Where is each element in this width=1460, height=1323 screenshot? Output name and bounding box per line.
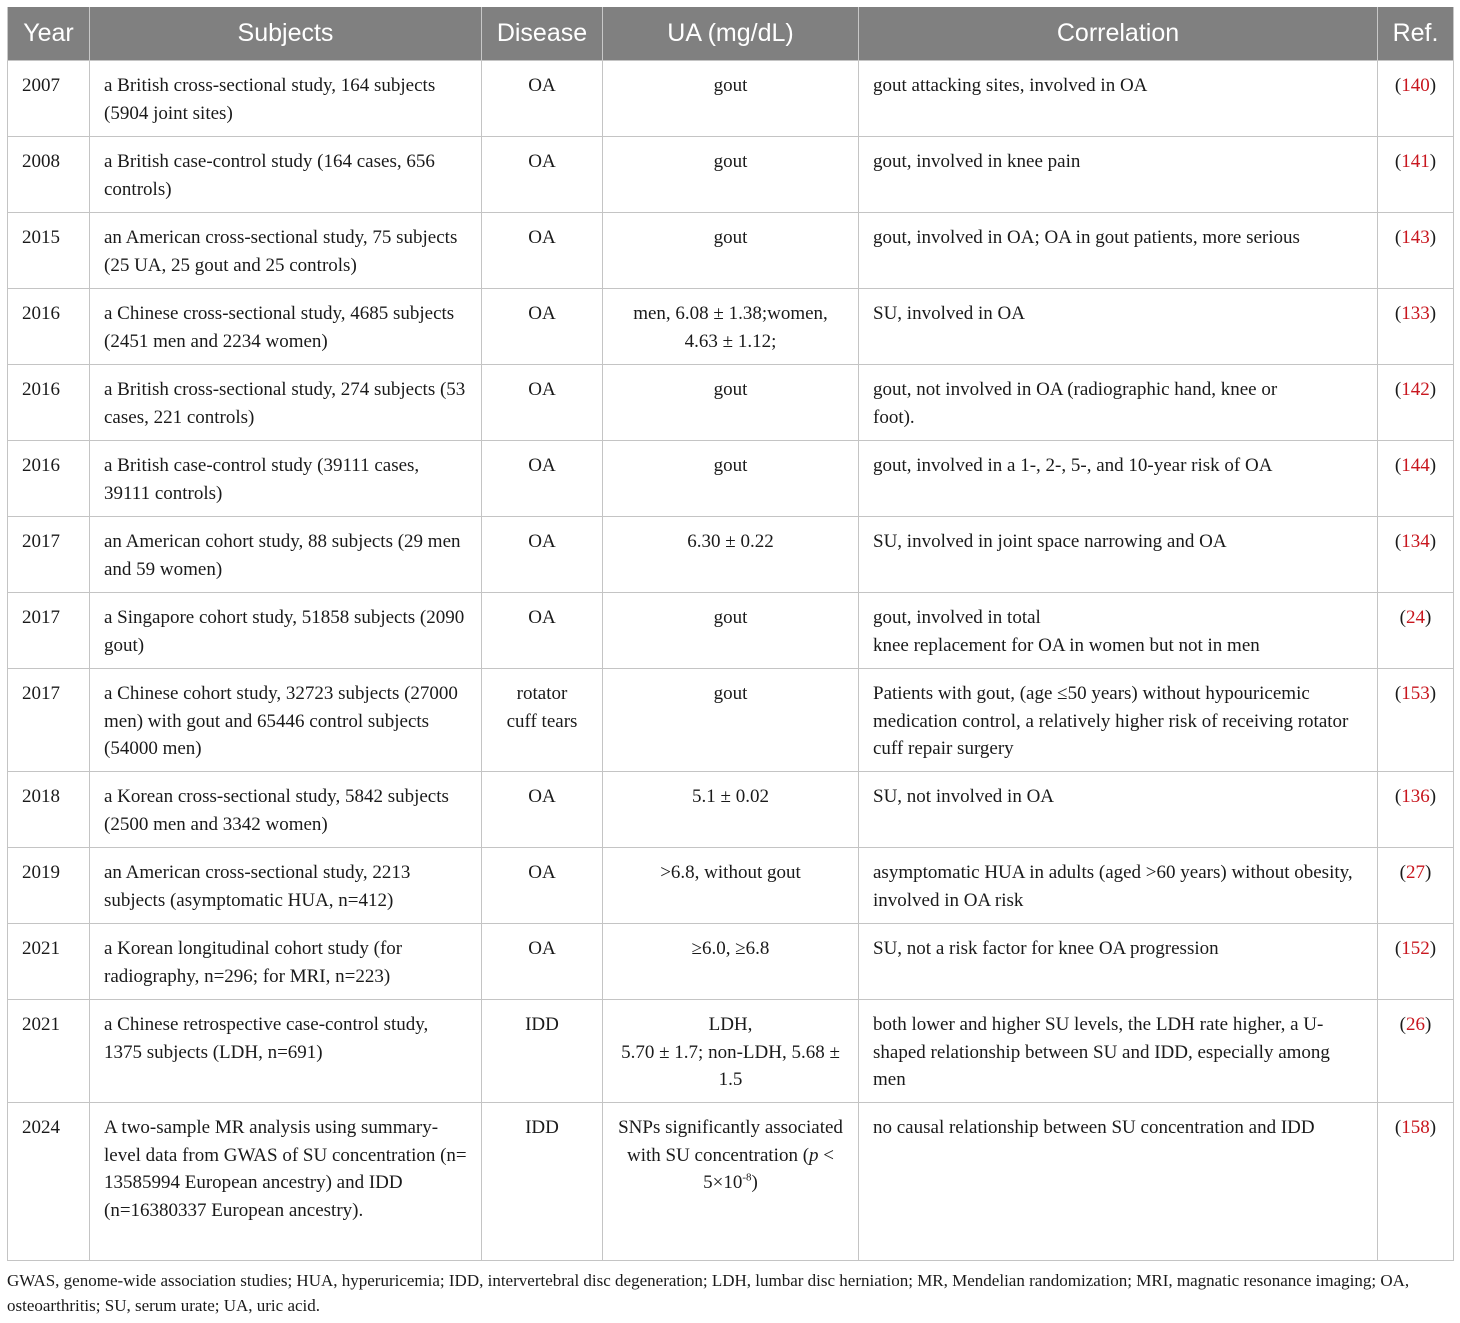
cell-ref[interactable]: (26) [1378, 1000, 1454, 1103]
cell-disease: OA [482, 517, 603, 593]
cell-correlation: gout, involved in OA; OA in gout patients, more serious [859, 213, 1378, 289]
ref-link[interactable]: 144 [1401, 455, 1430, 476]
cell-year: 2017 [8, 669, 90, 772]
cell-correlation: no causal relationship between SU concentration and IDD [859, 1103, 1378, 1261]
ref-link[interactable]: 140 [1401, 75, 1430, 96]
ref-link[interactable]: 153 [1401, 683, 1430, 704]
cell-year: 2021 [8, 924, 90, 1000]
table-row [8, 517, 1454, 593]
ref-link[interactable]: 142 [1401, 379, 1430, 400]
cell-disease: OA [482, 365, 603, 441]
cell-disease: OA [482, 61, 603, 137]
cell-subjects: A two-sample MR analysis using summary-level data from GWAS of SU concentration (n= 13585994 European ancestry) and IDD (n=16380337 European ancestry). [90, 1103, 482, 1261]
cell-correlation: SU, involved in joint space narrowing and OA [859, 517, 1378, 593]
cell-disease: OA [482, 289, 603, 365]
cell-ref[interactable]: (142) [1378, 365, 1454, 441]
cell-year: 2016 [8, 365, 90, 441]
cell-subjects: a British cross-sectional study, 164 subjects (5904 joint sites) [90, 61, 482, 137]
table-row [8, 772, 1454, 848]
header-year: Year [8, 7, 90, 61]
cell-year: 2018 [8, 772, 90, 848]
cell-subjects: a British case-control study (164 cases, 656 controls) [90, 137, 482, 213]
ref-link[interactable]: 136 [1401, 786, 1430, 807]
cell-subjects: a Chinese cross-sectional study, 4685 subjects (2451 men and 2234 women) [90, 289, 482, 365]
cell-ua: gout [603, 669, 859, 772]
cell-ua: gout [603, 213, 859, 289]
header-ua: UA (mg/dL) [603, 7, 859, 61]
cell-subjects: a Korean longitudinal cohort study (for radiography, n=296; for MRI, n=223) [90, 924, 482, 1000]
ref-link[interactable]: 133 [1401, 303, 1430, 324]
cell-correlation: gout attacking sites, involved in OA [859, 61, 1378, 137]
cell-ref[interactable]: (144) [1378, 441, 1454, 517]
header-ref: Ref. [1378, 7, 1454, 61]
table-row [8, 137, 1454, 213]
table-row [8, 924, 1454, 1000]
cell-disease: OA [482, 593, 603, 669]
cell-ua: men, 6.08 ± 1.38;women, 4.63 ± 1.12; [603, 289, 859, 365]
table-footnote: GWAS, genome-wide association studies; HUA, hyperuricemia; IDD, intervertebral disc degeneration; LDH, lumbar disc herniation; MR, Mendelian randomization; MRI, magnatic resonance imaging; OA, osteoarthritis; SU, serum urate; UA, uric acid. [7, 1271, 1410, 1315]
ref-link[interactable]: 134 [1401, 531, 1430, 552]
cell-correlation: both lower and higher SU levels, the LDH rate higher, a U-shaped relationship between SU and IDD, especially among men [859, 1000, 1378, 1103]
cell-year: 2007 [8, 61, 90, 137]
table-row [8, 593, 1454, 669]
header-disease: Disease [482, 7, 603, 61]
table-row [8, 365, 1454, 441]
cell-ua: >6.8, without gout [603, 848, 859, 924]
cell-ua: gout [603, 441, 859, 517]
cell-ua: LDH, 5.70 ± 1.7; non-LDH, 5.68 ± 1.5 [603, 1000, 859, 1103]
cell-ua: SNPs significantly associated with SU concentration $(p < 5\times 10^{-8})$ [603, 1103, 859, 1261]
cell-subjects: an American cross-sectional study, 75 subjects (25 UA, 25 gout and 25 controls) [90, 213, 482, 289]
table-row [8, 848, 1454, 924]
table-row [8, 213, 1454, 289]
cell-ua: 6.30 ± 0.22 [603, 517, 859, 593]
cell-subjects: a Korean cross-sectional study, 5842 subjects (2500 men and 3342 women) [90, 772, 482, 848]
cell-subjects: a Chinese retrospective case-control study, 1375 subjects (LDH, n=691) [90, 1000, 482, 1103]
cell-disease: OA [482, 924, 603, 1000]
cell-year: 2015 [8, 213, 90, 289]
cell-correlation: gout, involved in knee pain [859, 137, 1378, 213]
header-subjects: Subjects [90, 7, 482, 61]
header-row [8, 7, 1454, 61]
cell-year: 2024 [8, 1103, 90, 1261]
cell-ref[interactable]: (140) [1378, 61, 1454, 137]
cell-subjects: a British case-control study (39111 cases, 39111 controls) [90, 441, 482, 517]
cell-disease: IDD [482, 1103, 603, 1261]
table-row [8, 1103, 1454, 1261]
cell-correlation: SU, not a risk factor for knee OA progression [859, 924, 1378, 1000]
cell-ua: gout [603, 137, 859, 213]
cell-correlation: gout, involved in total knee replacement for OA in women but not in men [859, 593, 1378, 669]
ref-link[interactable]: 26 [1406, 1014, 1425, 1035]
cell-ua: gout [603, 365, 859, 441]
cell-subjects: a Chinese cohort study, 32723 subjects (27000 men) with gout and 65446 control subjects (54000 men) [90, 669, 482, 772]
table-row [8, 669, 1454, 772]
cell-subjects: a Singapore cohort study, 51858 subjects (2090 gout) [90, 593, 482, 669]
cell-ref[interactable]: (134) [1378, 517, 1454, 593]
cell-subjects: an American cross-sectional study, 2213 subjects (asymptomatic HUA, n=412) [90, 848, 482, 924]
table-row [8, 61, 1454, 137]
cell-ref[interactable]: (143) [1378, 213, 1454, 289]
cell-ref[interactable]: (141) [1378, 137, 1454, 213]
cell-correlation: asymptomatic HUA in adults (aged >60 years) without obesity, involved in OA risk [859, 848, 1378, 924]
cell-ref[interactable]: (152) [1378, 924, 1454, 1000]
cell-ref[interactable]: (136) [1378, 772, 1454, 848]
cell-subjects: an American cohort study, 88 subjects (29 men and 59 women) [90, 517, 482, 593]
cell-disease: IDD [482, 1000, 603, 1103]
ref-link[interactable]: 24 [1406, 607, 1425, 628]
cell-subjects: a British cross-sectional study, 274 subjects (53 cases, 221 controls) [90, 365, 482, 441]
cell-ref[interactable]: (158) [1378, 1103, 1454, 1261]
table-row [8, 1000, 1454, 1103]
cell-ua: ≥6.0, ≥6.8 [603, 924, 859, 1000]
table-row [8, 289, 1454, 365]
cell-year: 2016 [8, 441, 90, 517]
cell-year: 2017 [8, 517, 90, 593]
data-table [7, 7, 1454, 1261]
header-correlation: Correlation [859, 7, 1378, 61]
cell-disease: OA [482, 848, 603, 924]
cell-year: 2021 [8, 1000, 90, 1103]
cell-ref[interactable]: (153) [1378, 669, 1454, 772]
cell-year: 2008 [8, 137, 90, 213]
cell-correlation: gout, involved in a 1-, 2-, 5-, and 10-year risk of OA [859, 441, 1378, 517]
cell-ref[interactable]: (27) [1378, 848, 1454, 924]
ref-link[interactable]: 141 [1401, 151, 1430, 172]
cell-disease: rotator cuff tears [482, 669, 603, 772]
cell-disease: OA [482, 441, 603, 517]
cell-disease: OA [482, 772, 603, 848]
ref-link[interactable]: 27 [1406, 862, 1425, 883]
cell-disease: OA [482, 137, 603, 213]
cell-correlation: SU, not involved in OA [859, 772, 1378, 848]
cell-correlation: gout, not involved in OA (radiographic hand, knee or foot). [859, 365, 1378, 441]
ref-link[interactable]: 152 [1401, 938, 1430, 959]
cell-year: 2016 [8, 289, 90, 365]
cell-disease: OA [482, 213, 603, 289]
ref-link[interactable]: 143 [1401, 227, 1430, 248]
cell-ref[interactable]: (133) [1378, 289, 1454, 365]
ref-link[interactable]: 158 [1401, 1117, 1430, 1138]
cell-correlation: Patients with gout, (age ≤50 years) without hypouricemic medication control, a relatively higher risk of receiving rotator cuff repair surgery [859, 669, 1378, 772]
table-container [7, 7, 1453, 1261]
cell-ua: gout [603, 61, 859, 137]
cell-year: 2017 [8, 593, 90, 669]
cell-ref[interactable]: (24) [1378, 593, 1454, 669]
cell-ua: 5.1 ± 0.02 [603, 772, 859, 848]
table-row [8, 441, 1454, 517]
cell-correlation: SU, involved in OA [859, 289, 1378, 365]
cell-year: 2019 [8, 848, 90, 924]
cell-ua: gout [603, 593, 859, 669]
